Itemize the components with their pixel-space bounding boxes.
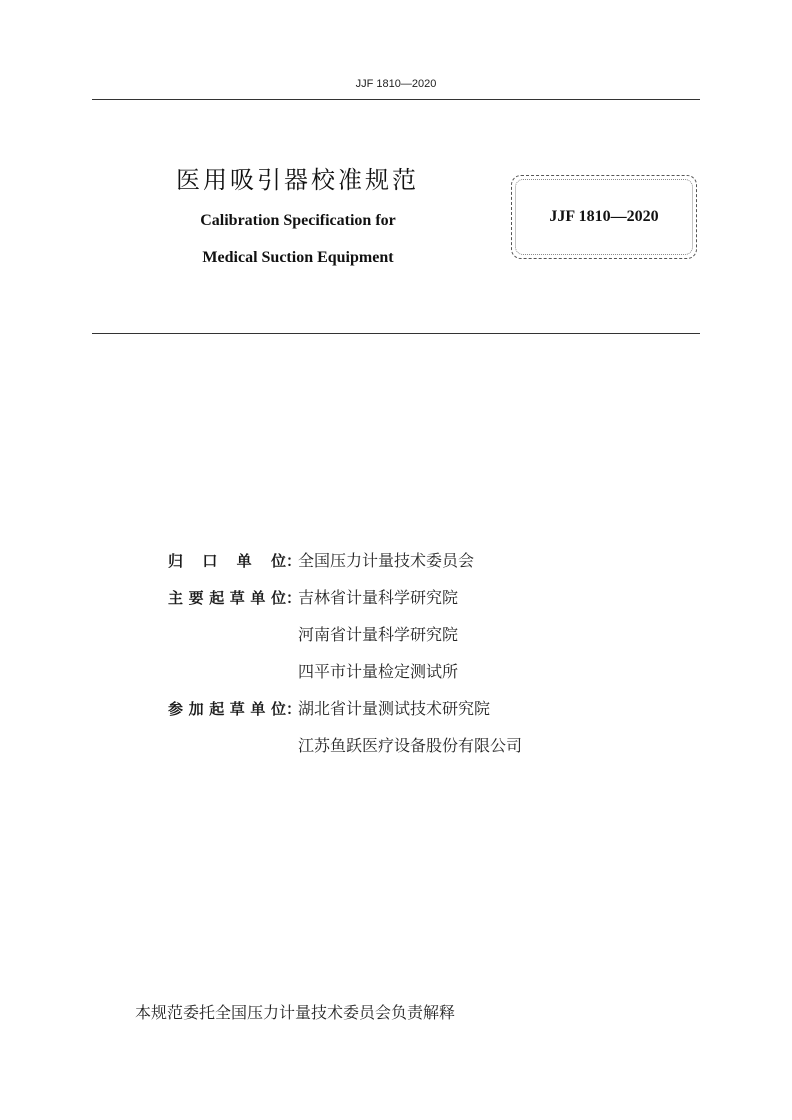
participating-unit-value: 湖北省计量测试技术研究院 [298, 699, 491, 718]
header-rule [92, 99, 700, 100]
title-english-line2: Medical Suction Equipment [202, 249, 394, 266]
label-char: 加 [188, 700, 204, 718]
interpretation-note: 本规范委托全国压力计量技术委员会负责解释 [135, 1003, 456, 1022]
label-char: 位 [270, 552, 286, 570]
drafting-unit-row [168, 585, 522, 622]
title-rule [92, 333, 700, 334]
label-char: 参 [168, 700, 184, 718]
label-colon: ： [286, 552, 302, 570]
title-english-line1: Calibration Specification for [200, 212, 396, 229]
header-standard-code: JJF 1810—2020 [355, 78, 437, 90]
participating-unit-value: 江苏鱼跃医疗设备股份有限公司 [298, 736, 523, 755]
drafting-unit-value: 四平市计量检定测试所 [298, 662, 459, 681]
label-char: 起 [209, 589, 225, 607]
label-char: 位 [270, 589, 286, 607]
drafting-unit-row [168, 622, 522, 659]
standard-code-box-text: JJF 1810—2020 [549, 208, 659, 225]
drafting-unit-label-text [168, 587, 286, 608]
standard-code-box [511, 175, 697, 259]
label-char: 单 [250, 700, 266, 718]
label-char: 单 [250, 589, 266, 607]
label-char: 要 [188, 589, 204, 607]
label-char: 口 [202, 552, 218, 570]
responsible-unit-label [168, 550, 302, 571]
drafting-unit-value: 吉林省计量科学研究院 [298, 588, 459, 607]
label-char: 位 [270, 700, 286, 718]
label-colon: ： [286, 700, 302, 718]
responsible-unit-label-text [168, 550, 286, 571]
drafting-unit-label [168, 587, 302, 608]
participating-unit-label-text [168, 698, 286, 719]
participating-unit-row [168, 733, 522, 770]
responsible-unit-value: 全国压力计量技术委员会 [298, 551, 475, 570]
drafting-unit-row [168, 659, 522, 696]
label-char: 归 [168, 552, 184, 570]
participating-unit-row [168, 696, 522, 733]
label-char: 起 [209, 700, 225, 718]
label-char: 单 [236, 552, 252, 570]
drafting-units-block [168, 548, 522, 770]
label-char: 主 [168, 589, 184, 607]
responsible-unit-row [168, 548, 522, 585]
participating-unit-label [168, 698, 302, 719]
label-colon: ： [286, 589, 302, 607]
title-chinese: 医用吸引器校准规范 [176, 166, 419, 194]
drafting-unit-value: 河南省计量科学研究院 [298, 625, 459, 644]
label-char: 草 [229, 589, 245, 607]
label-char: 草 [229, 700, 245, 718]
